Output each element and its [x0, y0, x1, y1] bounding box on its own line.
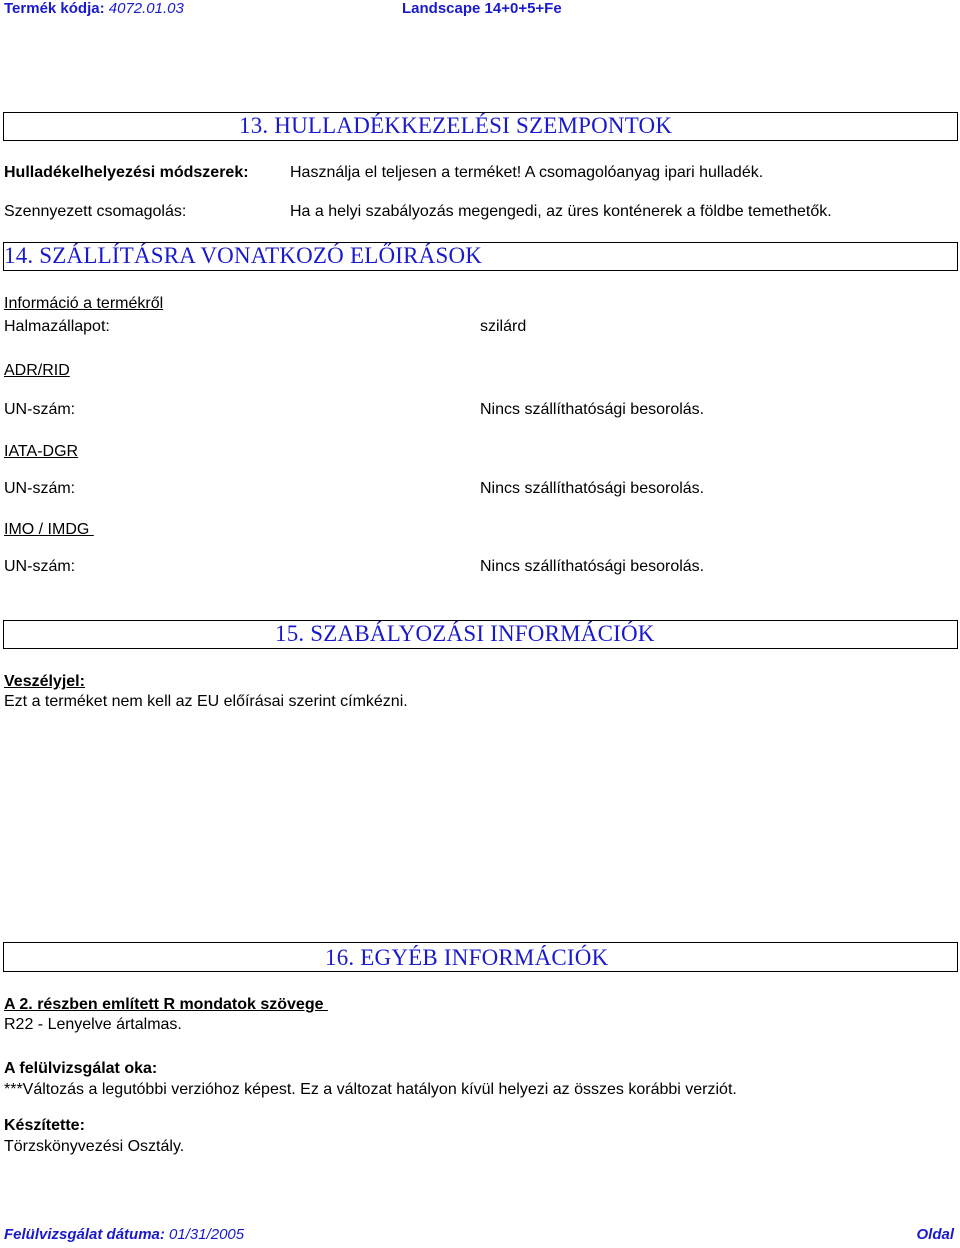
revision-reason-text: ***Változás a legutóbbi verzióhoz képest. Ez a változat hatályon kívül helyezi az összes korábbi verziót.: [4, 1081, 737, 1098]
state-value: szilárd: [480, 318, 527, 335]
product-name: Landscape 14+0+5+Fe: [402, 0, 562, 17]
r-phrases-heading: A 2. részben említett R mondatok szövege: [4, 996, 328, 1013]
iata-un-label: UN-szám:: [4, 480, 76, 497]
adr-rid-heading: ADR/RID: [4, 362, 70, 379]
revision-reason-label: A felülvizsgálat oka:: [4, 1060, 158, 1077]
review-date-value: 01/31/2005: [169, 1226, 245, 1243]
iata-dgr-heading: IATA-DGR: [4, 443, 79, 460]
disposal-methods-value: Használja el teljesen a terméket! A csomagolóanyag ipari hulladék.: [290, 164, 764, 181]
section-13-title: 13. HULLADÉKKEZELÉSI SZEMPONTOK: [239, 113, 673, 138]
adr-un-value: Nincs szállíthatósági besorolás.: [480, 401, 705, 418]
imo-un-value: Nincs szállíthatósági besorolás.: [480, 558, 705, 575]
r-phrases-text: R22 - Lenyelve ártalmas.: [4, 1016, 182, 1033]
disposal-methods-label: Hulladékelhelyezési módszerek:: [4, 164, 249, 181]
imo-un-label: UN-szám:: [4, 558, 76, 575]
product-code: [4, 0, 184, 17]
iata-un-value: Nincs szállíthatósági besorolás.: [480, 480, 705, 497]
page-label: Oldal: [916, 1226, 954, 1243]
section-15-title: 15. SZABÁLYOZÁSI INFORMÁCIÓK: [275, 621, 655, 646]
hazard-label: Veszélyjel:: [4, 673, 85, 690]
contaminated-packaging-value: Ha a helyi szabályozás megengedi, az üres konténerek a földbe temethetők.: [290, 203, 832, 220]
section-14-title: 14. SZÁLLÍTÁSRA VONATKOZÓ ELŐIRÁSOK: [4, 243, 483, 268]
review-date: [4, 1226, 244, 1243]
hazard-text: Ezt a terméket nem kell az EU előírásai szerint címkézni.: [4, 693, 408, 710]
author-label: Készítette:: [4, 1117, 85, 1134]
section-16-title: 16. EGYÉB INFORMÁCIÓK: [325, 945, 609, 970]
imo-imdg-heading: IMO / IMDG: [4, 521, 94, 538]
product-info-heading: Információ a termékről: [4, 295, 164, 312]
author-text: Törzskönyvezési Osztály.: [4, 1138, 185, 1155]
state-label: Halmazállapot:: [4, 318, 110, 335]
review-date-label: Felülvizsgálat dátuma:: [4, 1226, 165, 1243]
product-code-label: Termék kódja:: [4, 0, 105, 17]
adr-un-label: UN-szám:: [4, 401, 76, 418]
product-code-value: 4072.01.03: [108, 0, 184, 17]
contaminated-packaging-label: Szennyezett csomagolás:: [4, 203, 187, 220]
